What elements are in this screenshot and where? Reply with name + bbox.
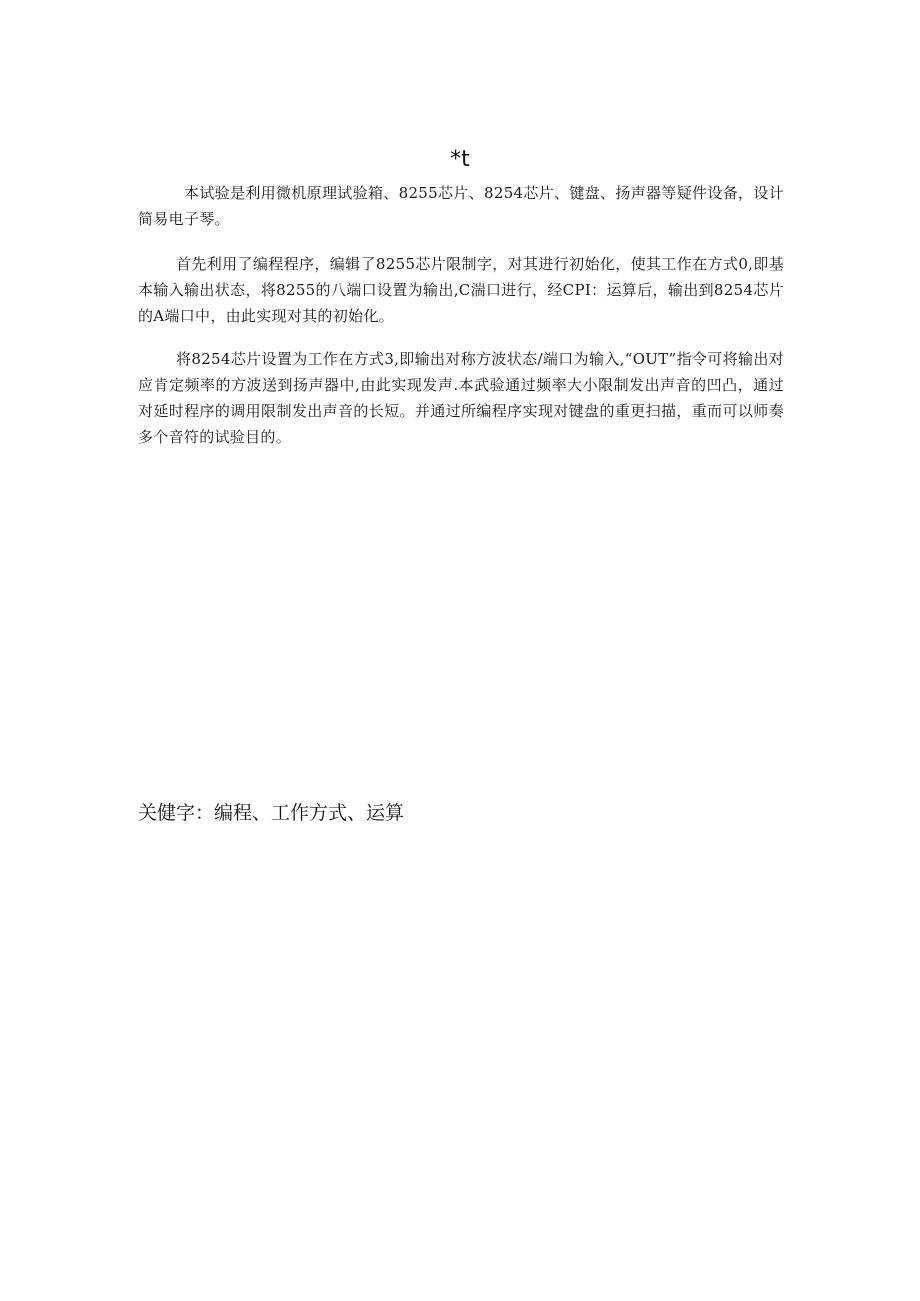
abstract-paragraph-3: 将8254芯片设置为工作在方式3,即输出对称方波状态/端口为输入,“OUT”指令可将输出对应肯定频率的方波送到扬声器中,由此实现发声.本武验通过频率大小限制发出声音的凹凸，通过对延时程序的调用限制发出声音的长短。并通过所编程序实现对键盘的重更扫描，重而可以师奏多个音符的试验目的。 [138, 350, 784, 446]
abstract-paragraph-2: 首先利用了编程程序，编辑了8255芯片限制字，对其进行初始化，使其工作在方式0,即基本输入输出状态，将8255的八端口设置为输出,C湍口进行，经CPI：运算后，输出到8254芯片的A端口中，由此实现对其的初始化。 [138, 255, 784, 325]
abstract-paragraph-1: 本试验是利用微机原理试验箱、8255芯片、8254芯片、键盘、扬声器等疑件设备，设计简易电子琴。 [138, 184, 784, 228]
page-title: *t [450, 147, 470, 172]
keywords-line: 关健字：编程、工作方式、运算 [138, 802, 405, 824]
